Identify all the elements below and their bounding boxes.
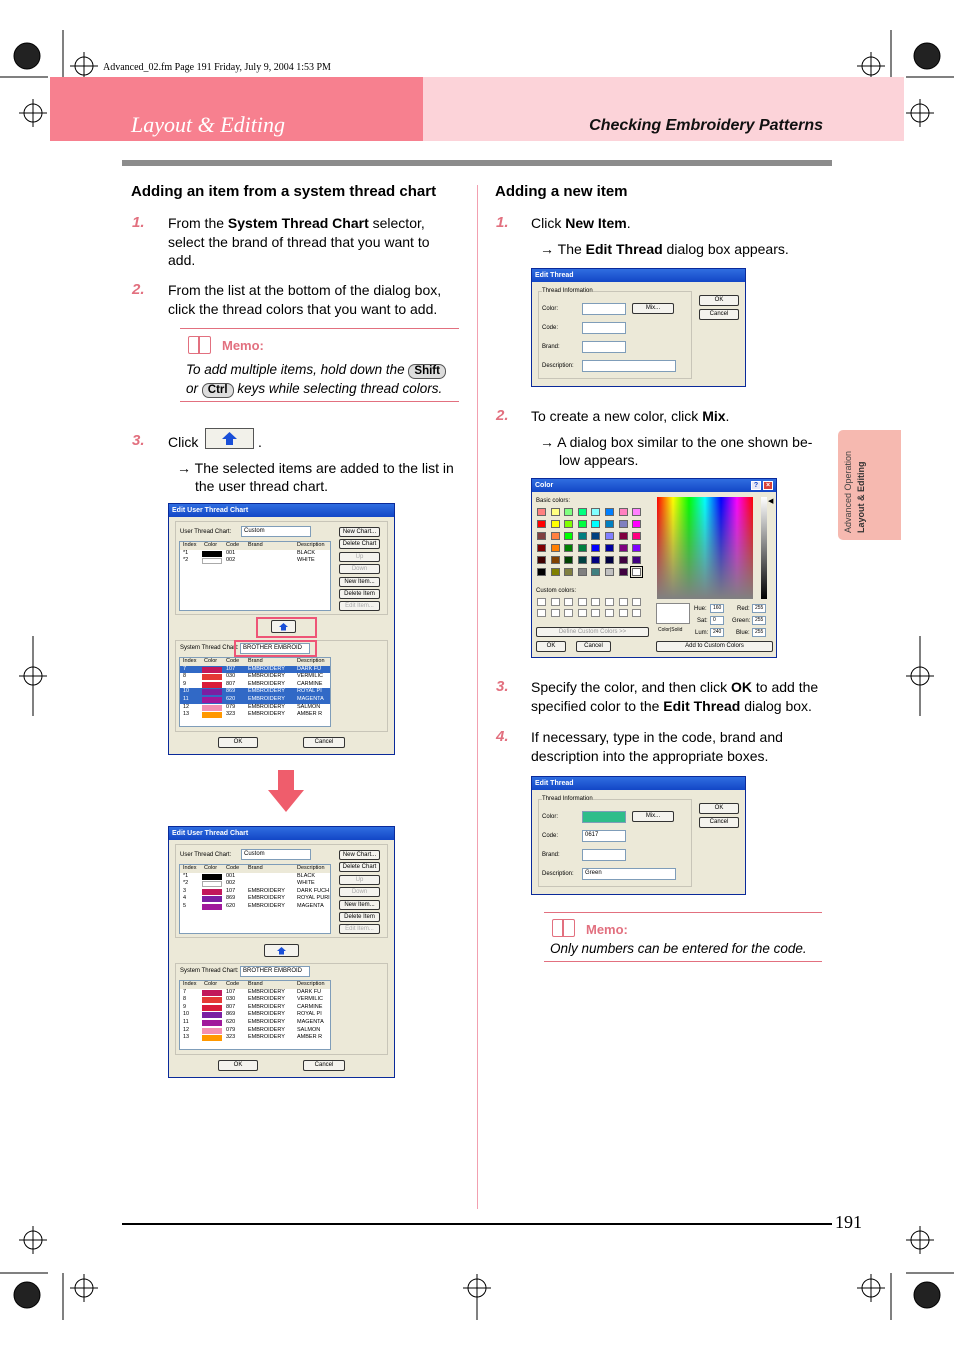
palette-swatch[interactable] [591,556,600,564]
blue-field[interactable]: 255 [752,628,766,637]
table-cell: EMBROIDERY [248,673,285,680]
ok-button[interactable]: OK [218,1060,258,1071]
custom-color-palette[interactable] [537,598,649,620]
table-cell: EMBROIDERY [248,988,285,995]
table-cell: 7 [183,988,187,995]
table-cell: DARK FU [297,665,322,672]
table-cell: 4 [183,895,187,902]
custom-swatch[interactable] [591,598,600,606]
palette-swatch[interactable] [537,520,546,528]
left-step2-text: From the list at the bottom of the dialog box, click the thread colors that you want to add. [168,282,442,317]
table-cell: 10 [183,688,190,695]
table-row[interactable] [180,888,330,896]
left-memo [180,328,459,402]
table-row[interactable] [180,673,330,681]
table-cell: VERMILIC [297,996,323,1003]
custom-swatch[interactable] [619,609,628,617]
right-step2-text: To create a new color, click Mix. [531,408,730,424]
left-step1-number: 1. [132,214,145,231]
brand-field[interactable] [582,849,626,861]
file-slug: Advanced_02.fm Page 191 Friday, July 9, 2004 1:53 PM [103,62,331,73]
color-swatch [202,551,222,557]
system-chart-select[interactable]: BROTHER EMBROID [240,966,310,977]
palette-swatch[interactable] [551,508,560,516]
dialog-title: Edit Thread [532,269,745,282]
memo-text: To add multiple items, hold down the Shift or Ctrl keys while selecting thread colors. [186,360,461,398]
table-cell: EMBROIDERY [248,887,285,894]
table-cell: MAGENTA [297,696,324,702]
table-row[interactable] [180,880,330,888]
help-icon[interactable]: ? [751,481,761,490]
page-number: 191 [835,1212,862,1232]
palette-swatch[interactable] [619,532,628,540]
table-cell: EMBROIDERY [248,996,285,1003]
ok-button[interactable]: OK [218,737,258,748]
edit-thread-dialog-filled: Edit Thread Thread Information Color: Mix... Code: 0617 Brand: Description: Green OK Cancel [531,776,746,895]
left-step1-text: From the System Thread Chart selector, select the brand of thread that you want to add. [168,215,430,268]
table-cell: 10 [183,1011,190,1018]
table-cell: 8 [183,673,187,680]
color-swatch [202,896,222,902]
header-rule [122,160,832,166]
code-field[interactable]: 0617 [582,830,626,842]
memo-label: Memo: [222,338,264,353]
palette-swatch[interactable] [632,520,641,528]
palette-swatch[interactable] [605,532,614,540]
color-swatch [202,705,222,711]
table-cell: SALMON [297,1026,321,1033]
luminance-pointer-icon[interactable]: ◀ [768,498,774,505]
color-swatch [202,904,222,910]
book-icon [552,919,575,937]
down-button[interactable]: Down [339,887,380,897]
cancel-button[interactable]: Cancel [699,817,739,828]
table-cell: 13 [183,711,190,718]
table-row[interactable] [180,1011,330,1019]
add-arrow-button[interactable] [271,620,296,633]
table-cell: 107 [226,988,236,995]
dialog-title: Edit User Thread Chart [169,504,394,517]
color-swatch [202,889,222,895]
color-swatch [202,674,222,680]
custom-swatch[interactable] [564,609,573,617]
table-cell: VERMILIC [297,673,323,680]
right-step2-number: 2. [496,407,509,424]
custom-swatch[interactable] [578,609,587,617]
table-cell: EMBROIDERY [248,680,285,687]
palette-swatch[interactable] [619,556,628,564]
table-cell: 869 [226,688,236,695]
palette-swatch[interactable] [632,568,641,576]
basic-color-palette[interactable] [537,508,649,580]
book-icon [188,336,211,354]
cancel-button[interactable]: Cancel [699,309,739,320]
custom-swatch[interactable] [605,598,614,606]
up-button[interactable]: Up [339,552,380,562]
palette-swatch[interactable] [537,568,546,576]
table-cell: EMBROIDERY [248,688,285,695]
table-row[interactable] [180,996,330,1004]
table-cell: SALMON [297,703,321,710]
palette-swatch[interactable] [632,532,641,540]
palette-swatch[interactable] [578,520,587,528]
table-cell: ROYAL PURI [297,895,330,902]
table-cell: 107 [226,887,236,894]
lum-field[interactable]: 240 [710,628,724,637]
close-icon[interactable]: × [763,481,773,490]
table-row[interactable] [180,550,330,558]
palette-swatch[interactable] [537,556,546,564]
section-title: Layout & Editing [131,112,285,137]
custom-swatch[interactable] [591,609,600,617]
color-swatch [202,1012,222,1018]
table-cell: 107 [226,665,236,672]
palette-swatch[interactable] [578,544,587,552]
up-arrow-icon [206,429,253,448]
delete-item-button[interactable]: Delete Item [339,912,380,922]
palette-swatch[interactable] [605,568,614,576]
table-cell: WHITE [297,880,315,887]
table-row[interactable] [180,688,330,696]
table-row[interactable] [180,704,330,712]
table-cell: EMBROIDERY [248,1034,285,1041]
right-step1-number: 1. [496,214,509,231]
palette-swatch[interactable] [551,532,560,540]
right-step2-result: → A dialog box similar to the one shown be- low appears. [540,434,813,468]
table-cell: 079 [226,1026,236,1033]
right-step3-number: 3. [496,678,509,695]
table-cell: 13 [183,1034,190,1041]
color-swatch [202,697,222,703]
table-cell: WHITE [297,557,315,564]
user-chart-list[interactable]: Index Color Code Brand Description *1 001 BLACK *2 002 WHITE 3 107 EMBROIDERY DARK FUCH 4 869 EMBROIDERY ROYAL PURI 5 620 EMBROIDERY MAGENTA [179,864,331,934]
palette-swatch[interactable] [619,568,628,576]
delete-chart-button[interactable]: Delete Chart [339,539,380,549]
table-cell: AMBER R [297,711,323,718]
table-row[interactable] [180,666,330,674]
add-to-custom-colors-button[interactable]: Add to Custom Colors [656,641,773,652]
table-cell: 3 [183,887,187,894]
new-item-button[interactable]: New Item... [339,900,380,910]
color-preview [656,603,690,624]
custom-swatch[interactable] [619,598,628,606]
color-swatch [202,1020,222,1026]
ok-button[interactable]: OK [699,295,739,306]
custom-swatch[interactable] [632,598,641,606]
table-cell: 620 [226,903,236,909]
system-chart-list[interactable]: Index Color Code Brand Description 7 107 EMBROIDERY DARK FU 8 030 EMBROIDERY VERMILIC 9 807 EMBROIDERY CARMINE 10 869 EMBROIDERY ROYAL PI 11 620 EMBROIDERY MAGENTA 12 079 EMBROIDERY SALMON 13 323 EMBROIDERY AMBER R [179,657,331,727]
description-field[interactable]: Green [582,868,676,880]
palette-swatch[interactable] [605,544,614,552]
palette-swatch[interactable] [619,508,628,516]
table-row[interactable] [180,557,330,565]
edit-item-button[interactable]: Edit Item... [339,924,380,934]
delete-item-button[interactable]: Delete Item [339,589,380,599]
palette-swatch[interactable] [619,544,628,552]
table-cell: 620 [226,1019,236,1025]
color-swatch [202,682,222,688]
add-arrow-button-illustration [205,428,254,449]
right-heading: Adding a new item [495,183,628,200]
table-cell: 002 [226,557,236,564]
palette-swatch[interactable] [591,520,600,528]
table-cell: 002 [226,880,236,887]
custom-swatch[interactable] [537,598,546,606]
table-row[interactable] [180,1027,330,1035]
red-field[interactable]: 255 [752,604,766,613]
cancel-button[interactable]: Cancel [303,1060,345,1071]
table-cell: 869 [226,895,236,902]
table-cell: 001 [226,872,236,879]
color-swatch [202,712,222,718]
table-cell: EMBROIDERY [248,1003,285,1010]
table-cell: EMBROIDERY [248,1026,285,1033]
table-cell: *2 [183,880,189,887]
footer-rule [122,1223,832,1225]
palette-swatch[interactable] [578,532,587,540]
left-step3-period: . [258,434,262,450]
user-chart-list[interactable]: Index Color Code Brand Description *1 001 BLACK *2 002 WHITE [179,541,331,611]
table-cell: 807 [226,680,236,687]
table-cell: 079 [226,703,236,710]
table-cell: 869 [226,1011,236,1018]
color-swatch [202,874,222,880]
color-swatch [202,881,222,887]
dialog-title: Edit Thread [532,777,745,790]
table-cell: 8 [183,996,187,1003]
color-swatch [202,1035,222,1041]
palette-swatch[interactable] [578,508,587,516]
palette-swatch[interactable] [551,544,560,552]
cancel-button[interactable]: Cancel [576,641,611,652]
side-tab-text [842,438,897,533]
left-step3-text: Click [168,434,199,450]
table-cell: *1 [183,872,189,879]
color-swatch [582,811,626,823]
color-swatch [202,558,222,564]
table-row[interactable] [180,1019,330,1027]
edit-thread-dialog-empty: Edit Thread Thread Information Color: Mix... Code: Brand: Description: OK Cancel [531,268,746,387]
mix-button[interactable]: Mix... [632,303,674,314]
new-item-button[interactable]: New Item... [339,577,380,587]
right-step1-result: → The Edit Thread dialog box appears. [540,241,789,257]
table-cell: 9 [183,1003,187,1010]
luminance-slider[interactable] [761,497,767,599]
column-divider [477,185,478,1209]
table-cell: EMBROIDERY [248,1011,285,1018]
color-swatch [202,990,222,996]
table-row[interactable] [180,989,330,997]
table-cell: 7 [183,665,187,672]
custom-swatch[interactable] [551,598,560,606]
palette-swatch[interactable] [564,568,573,576]
table-cell: 030 [226,996,236,1003]
dialog-title: Color [532,479,776,492]
user-chart-select[interactable]: Custom [241,526,311,537]
side-tab-line1: Advanced Operation [843,450,853,533]
palette-swatch[interactable] [632,556,641,564]
palette-swatch[interactable] [564,508,573,516]
right-step4-text: If necessary, type in the code, brand and description into the appropriate boxes. [531,729,783,764]
subsection-title: Checking Embroidery Patterns [589,117,823,134]
palette-swatch[interactable] [605,520,614,528]
up-button[interactable]: Up [339,875,380,885]
palette-swatch[interactable] [564,544,573,552]
down-arrow-icon [266,770,306,814]
table-cell: 11 [183,696,189,702]
custom-swatch[interactable] [632,609,641,617]
custom-swatch[interactable] [578,598,587,606]
edit-item-button[interactable]: Edit Item... [339,601,380,611]
table-cell: 5 [183,903,187,909]
table-row[interactable] [180,696,330,704]
palette-swatch[interactable] [591,532,600,540]
green-field[interactable]: 255 [752,616,766,625]
right-step3-text: Specify the color, and then click OK to add the specified color to the Edit Thread dialog box. [531,679,819,714]
palette-swatch[interactable] [537,532,546,540]
ctrl-key: Ctrl [202,383,234,398]
color-swatch [202,667,222,673]
table-cell: BLACK [297,872,316,879]
palette-swatch[interactable] [632,544,641,552]
palette-swatch[interactable] [632,508,641,516]
edit-user-thread-chart-dialog-before: Edit User Thread Chart User Thread Chart: Custom Index Color Code Brand Description *1 001 BLACK *2 002 WHITE System Thread Chart: BROTHER EMBROID Index Color Code Brand Description 7 107 EMBROIDERY DARK FU 8 030 EMBROIDERY VERMILIC 9 807 EMBROIDERY CARMINE 10 869 EMBROIDERY ROYAL PI 11 620 EMBROIDERY MAGENTA 12 079 EMBROIDERY SALMON 13 323 EMBROIDERY AMBER R OK Cancel New Chart... Delete Chart Up Down New Item... Delete Item Edit Item... [168,503,395,755]
table-cell: 620 [226,696,236,702]
palette-swatch[interactable] [551,568,560,576]
memo-text: Only numbers can be entered for the code. [550,941,807,956]
table-cell: 9 [183,680,187,687]
color-swatch [582,303,626,315]
palette-swatch[interactable] [591,544,600,552]
right-step4-number: 4. [496,728,509,745]
side-tab-line2: Layout & Editing [856,461,866,533]
color-swatch [202,997,222,1003]
right-memo [544,912,822,962]
user-chart-select[interactable]: Custom [241,849,311,860]
palette-swatch[interactable] [605,556,614,564]
table-cell: EMBROIDERY [248,1019,285,1025]
table-cell: 12 [183,703,190,710]
right-step1-text: Click New Item. [531,215,631,231]
table-cell: 323 [226,1034,236,1041]
cancel-button[interactable]: Cancel [303,737,345,748]
ok-button[interactable]: OK [699,803,739,814]
palette-swatch[interactable] [578,568,587,576]
table-cell: MAGENTA [297,1019,324,1025]
table-row[interactable] [180,895,330,903]
custom-swatch[interactable] [537,609,546,617]
system-chart-list[interactable]: Index Color Code Brand Description 7 107 EMBROIDERY DARK FU 8 030 EMBROIDERY VERMILIC 9 807 EMBROIDERY CARMINE 10 869 EMBROIDERY ROYAL PI 11 620 EMBROIDERY MAGENTA 12 079 EMBROIDERY SALMON 13 323 EMBROIDERY AMBER R [179,980,331,1050]
table-cell: 030 [226,673,236,680]
table-cell: 323 [226,711,236,718]
palette-swatch[interactable] [551,520,560,528]
palette-swatch[interactable] [564,556,573,564]
table-cell: EMBROIDERY [248,903,285,909]
shift-key: Shift [408,364,446,379]
table-cell: 807 [226,1003,236,1010]
table-cell: CARMINE [297,680,323,687]
palette-swatch[interactable] [591,508,600,516]
palette-swatch[interactable] [619,520,628,528]
down-button[interactable]: Down [339,564,380,574]
table-cell: 11 [183,1019,189,1025]
table-cell: CARMINE [297,1003,323,1010]
table-cell: EMBROIDERY [248,703,285,710]
palette-swatch[interactable] [578,556,587,564]
hue-field[interactable]: 160 [710,604,724,613]
table-cell: DARK FU [297,988,322,995]
code-field[interactable] [582,322,626,334]
add-arrow-button[interactable] [264,944,299,957]
palette-swatch[interactable] [605,508,614,516]
table-cell: *1 [183,549,189,556]
new-chart-button[interactable]: New Chart... [339,850,380,860]
table-cell: 001 [226,549,236,556]
define-custom-colors-button[interactable]: Define Custom Colors >> [536,627,649,637]
ok-button[interactable]: OK [536,641,566,652]
custom-swatch[interactable] [551,609,560,617]
table-cell: AMBER R [297,1034,323,1041]
table-cell: *2 [183,557,189,564]
table-row[interactable] [180,1004,330,1012]
table-cell: EMBROIDERY [248,895,285,902]
description-field[interactable] [582,360,676,372]
table-cell: EMBROIDERY [248,696,285,702]
custom-swatch[interactable] [564,598,573,606]
color-swatch [202,689,222,695]
color-swatch [202,1028,222,1034]
table-cell: EMBROIDERY [248,711,285,718]
palette-swatch[interactable] [591,568,600,576]
left-step3-result: → The selected items are added to the list in the user thread chart. [177,460,454,494]
brand-field[interactable] [582,341,626,353]
palette-swatch[interactable] [551,556,560,564]
table-cell: ROYAL PI [297,1011,322,1018]
table-row[interactable] [180,903,330,911]
new-chart-button[interactable]: New Chart... [339,527,380,537]
left-step3-number: 3. [132,432,145,449]
color-spectrum[interactable] [657,497,753,599]
palette-swatch[interactable] [564,532,573,540]
dialog-title: Edit User Thread Chart [169,827,394,840]
color-swatch [202,1005,222,1011]
table-row[interactable] [180,681,330,689]
left-step2-number: 2. [132,281,145,298]
palette-swatch[interactable] [537,508,546,516]
table-row[interactable] [180,1034,330,1042]
palette-swatch[interactable] [564,520,573,528]
table-cell: 12 [183,1026,190,1033]
table-row[interactable] [180,711,330,719]
table-cell: BLACK [297,549,316,556]
memo-label: Memo: [586,922,628,937]
system-chart-select[interactable]: BROTHER EMBROID [240,643,310,654]
color-dialog: Color ? × Basic colors: Custom colors: Define Custom Colors >> OK Cancel ◀ Color|Solid Hue: 160 Sat: 0 Lum: 240 Red: 255 Green: 255 Blue: 255 Add to Custom Colors [531,478,777,658]
table-cell: EMBROIDERY [248,665,285,672]
delete-chart-button[interactable]: Delete Chart [339,862,380,872]
edit-user-thread-chart-dialog-after: Edit User Thread Chart User Thread Chart: Custom Index Color Code Brand Description *1 001 BLACK *2 002 WHITE 3 107 EMBROIDERY DARK FUCH 4 869 EMBROIDERY ROYAL PURI 5 620 EMBROIDERY MAGENTA System Thread Chart: BROTHER EMBROID Index Color Code Brand Description 7 107 EMBROIDERY DARK FU 8 030 EMBROIDERY VERMILIC 9 807 EMBROIDERY CARMINE 10 869 EMBROIDERY ROYAL PI 11 620 EMBROIDERY MAGENTA 12 079 EMBROIDERY SALMON 13 323 EMBROIDERY AMBER R OK Cancel New Chart... Delete Chart Up Down New Item... Delete Item Edit Item... [168,826,395,1078]
table-cell: ROYAL PI [297,688,322,695]
custom-swatch[interactable] [605,609,614,617]
mix-button[interactable]: Mix... [632,811,674,822]
table-cell: MAGENTA [297,903,324,909]
palette-swatch[interactable] [537,544,546,552]
table-row[interactable] [180,873,330,881]
left-heading: Adding an item from a system thread chart [131,183,437,200]
table-cell: DARK FUCH [297,887,330,894]
sat-field[interactable]: 0 [710,616,724,625]
